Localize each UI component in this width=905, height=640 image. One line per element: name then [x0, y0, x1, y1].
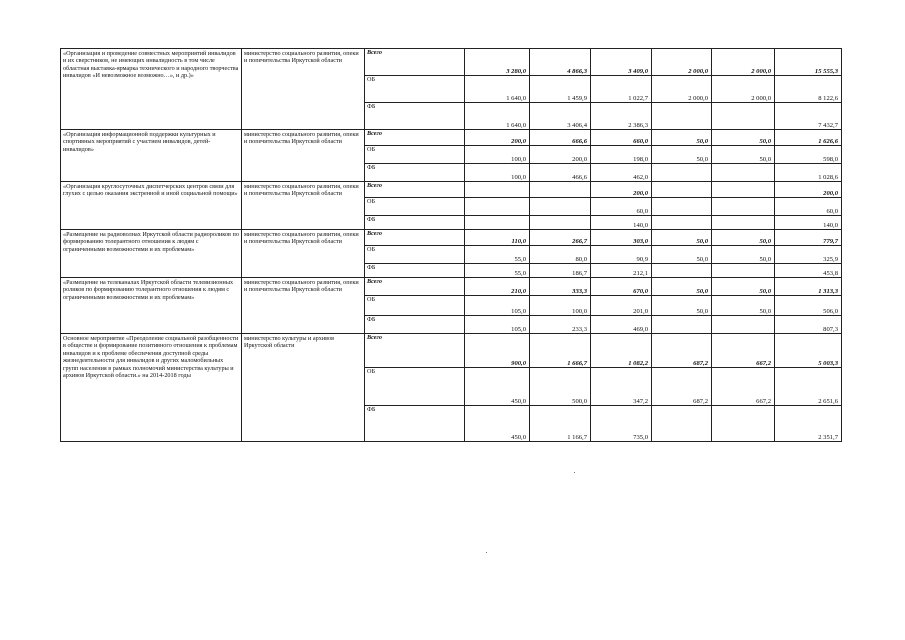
year-amount-cell: 200,0 [465, 130, 530, 146]
table-row [61, 49, 842, 76]
year-amount-cell: 2 000,0 [652, 76, 712, 103]
funding-source-cell: ФБ [365, 264, 465, 278]
year-amount-cell [465, 182, 530, 198]
year-amount-cell [652, 164, 712, 182]
year-amount-cell: 90,9 [591, 246, 652, 264]
year-amount-cell [652, 198, 712, 216]
year-amount-cell: 100,0 [465, 146, 530, 164]
event-name-cell: «Организация информационной поддержки культурных и спортивных мероприятий с участием инвалидов, детей-инвалидов» [61, 130, 242, 182]
executor-cell: министерство социального развития, опеки и попечительства Иркутской области [242, 230, 365, 278]
year-amount-cell: 201,0 [591, 296, 652, 316]
total-amount-cell: 2 351,7 [775, 406, 842, 442]
year-amount-cell [652, 406, 712, 442]
year-amount-cell: 110,0 [465, 230, 530, 246]
year-amount-cell [465, 198, 530, 216]
total-amount-cell: 506,0 [775, 296, 842, 316]
year-amount-cell: 667,2 [712, 334, 775, 368]
year-amount-cell: 1 666,7 [530, 334, 591, 368]
year-amount-cell: 2 000,0 [712, 76, 775, 103]
year-amount-cell [712, 182, 775, 198]
year-amount-cell: 450,0 [465, 406, 530, 442]
year-amount-cell: 667,2 [712, 368, 775, 406]
table-row [61, 278, 842, 296]
year-amount-cell: 50,0 [712, 296, 775, 316]
year-amount-cell [652, 216, 712, 230]
year-amount-cell: 50,0 [652, 296, 712, 316]
year-amount-cell: 1 640,0 [465, 76, 530, 103]
year-amount-cell: 105,0 [465, 316, 530, 334]
year-amount-cell: 198,0 [591, 146, 652, 164]
year-amount-cell: 50,0 [652, 246, 712, 264]
year-amount-cell: 105,0 [465, 296, 530, 316]
year-amount-cell: 670,0 [591, 278, 652, 296]
funding-source-cell: ОБ [365, 246, 465, 264]
total-amount-cell: 779,7 [775, 230, 842, 246]
funding-source-cell: ФБ [365, 216, 465, 230]
year-amount-cell: 50,0 [652, 146, 712, 164]
event-name-cell: «Организация и проведение совместных мероприятий инвалидов и их сверстников, не имеющих инвалидность в том числе областная выставка-ярмарка технического и народного творчества инвалидов «И невозможное возможно…», и др.)» [61, 49, 242, 130]
funding-source-cell: Всего [365, 334, 465, 368]
table-row [61, 130, 842, 146]
year-amount-cell [465, 216, 530, 230]
funding-source-cell: ОБ [365, 146, 465, 164]
executor-cell: министерство социального развития, опеки и попечительства Иркутской области [242, 130, 365, 182]
funding-source-cell: ФБ [365, 103, 465, 130]
year-amount-cell: 303,0 [591, 230, 652, 246]
funding-source-cell: Всего [365, 130, 465, 146]
year-amount-cell: 1 640,0 [465, 103, 530, 130]
funding-source-cell: ОБ [365, 368, 465, 406]
year-amount-cell [712, 216, 775, 230]
total-amount-cell: 325,9 [775, 246, 842, 264]
year-amount-cell: 60,0 [591, 198, 652, 216]
year-amount-cell: 1 459,9 [530, 76, 591, 103]
year-amount-cell [712, 406, 775, 442]
funding-source-cell: Всего [365, 49, 465, 76]
year-amount-cell: 660,0 [591, 130, 652, 146]
executor-cell: министерство социального развития, опеки и попечительства Иркутской области [242, 278, 365, 334]
year-amount-cell: 900,0 [465, 334, 530, 368]
year-amount-cell: 80,0 [530, 246, 591, 264]
funding-table [60, 48, 842, 442]
year-amount-cell [712, 264, 775, 278]
total-amount-cell: 453,8 [775, 264, 842, 278]
year-amount-cell: 2 000,0 [712, 49, 775, 76]
year-amount-cell [652, 264, 712, 278]
funding-source-cell: ОБ [365, 296, 465, 316]
year-amount-cell [530, 198, 591, 216]
year-amount-cell: 50,0 [652, 230, 712, 246]
year-amount-cell: 200,0 [530, 146, 591, 164]
year-amount-cell: 462,0 [591, 164, 652, 182]
year-amount-cell [712, 103, 775, 130]
total-amount-cell: 140,0 [775, 216, 842, 230]
total-amount-cell: 807,3 [775, 316, 842, 334]
year-amount-cell: 500,0 [530, 368, 591, 406]
year-amount-cell [530, 216, 591, 230]
event-name-cell: Основное мероприятие «Преодоление социальной разобщенности в обществе и формирование позитивного отношения к проблемам инвалидов и к проблеме обеспечения доступной среды жизнедеятельности для инвалидов и других маломобильных групп населения в рамках полномочий министерства культуры и архивов Иркутской области.» на 2014-2018 годы [61, 334, 242, 442]
year-amount-cell: 55,0 [465, 264, 530, 278]
year-amount-cell: 233,3 [530, 316, 591, 334]
table-row [61, 230, 842, 246]
year-amount-cell: 212,1 [591, 264, 652, 278]
year-amount-cell: 50,0 [712, 278, 775, 296]
executor-cell: министерство социального развития, опеки и попечительства Иркутской области [242, 49, 365, 130]
total-amount-cell: 1 626,6 [775, 130, 842, 146]
year-amount-cell: 100,0 [465, 164, 530, 182]
scan-dot [486, 552, 487, 553]
year-amount-cell: 186,7 [530, 264, 591, 278]
year-amount-cell: 450,0 [465, 368, 530, 406]
year-amount-cell: 266,7 [530, 230, 591, 246]
year-amount-cell: 1 022,7 [591, 76, 652, 103]
event-name-cell: «Размещение на телеканалах Иркутской области телевизионных роликов по формированию толерантного отношения к людям с ограниченными возможностями и их проблемам» [61, 278, 242, 334]
year-amount-cell: 50,0 [712, 130, 775, 146]
year-amount-cell: 735,0 [591, 406, 652, 442]
executor-cell: министерство культуры и архивов Иркутской области [242, 334, 365, 442]
table-row [61, 334, 842, 368]
year-amount-cell: 469,0 [591, 316, 652, 334]
funding-source-cell: Всего [365, 230, 465, 246]
year-amount-cell: 2 000,0 [652, 49, 712, 76]
year-amount-cell: 3 406,4 [530, 103, 591, 130]
funding-source-cell: ФБ [365, 316, 465, 334]
funding-source-cell: ОБ [365, 76, 465, 103]
year-amount-cell [652, 316, 712, 334]
year-amount-cell: 666,6 [530, 130, 591, 146]
table-row [61, 182, 842, 198]
total-amount-cell: 1 313,3 [775, 278, 842, 296]
year-amount-cell [652, 103, 712, 130]
year-amount-cell: 100,0 [530, 296, 591, 316]
year-amount-cell [712, 198, 775, 216]
year-amount-cell: 4 866,3 [530, 49, 591, 76]
year-amount-cell: 200,0 [591, 182, 652, 198]
year-amount-cell: 50,0 [652, 278, 712, 296]
total-amount-cell: 200,0 [775, 182, 842, 198]
total-amount-cell: 598,0 [775, 146, 842, 164]
year-amount-cell: 3 409,0 [591, 49, 652, 76]
event-name-cell: «Организация круглосуточных диспетчерских центров связи для глухих с целью оказания экстренной и иной социальной помощи» [61, 182, 242, 230]
year-amount-cell: 687,2 [652, 334, 712, 368]
year-amount-cell [530, 182, 591, 198]
year-amount-cell: 210,0 [465, 278, 530, 296]
year-amount-cell: 3 280,0 [465, 49, 530, 76]
total-amount-cell: 15 555,3 [775, 49, 842, 76]
total-amount-cell: 2 651,6 [775, 368, 842, 406]
year-amount-cell: 140,0 [591, 216, 652, 230]
year-amount-cell: 333,3 [530, 278, 591, 296]
year-amount-cell: 1 082,2 [591, 334, 652, 368]
funding-source-cell: ФБ [365, 164, 465, 182]
total-amount-cell: 7 432,7 [775, 103, 842, 130]
year-amount-cell: 50,0 [652, 130, 712, 146]
funding-source-cell: Всего [365, 182, 465, 198]
year-amount-cell: 466,6 [530, 164, 591, 182]
year-amount-cell: 2 386,3 [591, 103, 652, 130]
year-amount-cell: 347,2 [591, 368, 652, 406]
year-amount-cell: 50,0 [712, 230, 775, 246]
year-amount-cell [712, 164, 775, 182]
total-amount-cell: 8 122,6 [775, 76, 842, 103]
total-amount-cell: 60,0 [775, 198, 842, 216]
scan-dot [574, 472, 575, 473]
funding-source-cell: ФБ [365, 406, 465, 442]
year-amount-cell: 50,0 [712, 246, 775, 264]
year-amount-cell [652, 182, 712, 198]
total-amount-cell: 1 028,6 [775, 164, 842, 182]
total-amount-cell: 5 003,3 [775, 334, 842, 368]
executor-cell: министерство социального развития, опеки и попечительства Иркутской области [242, 182, 365, 230]
year-amount-cell: 687,2 [652, 368, 712, 406]
funding-source-cell: Всего [365, 278, 465, 296]
year-amount-cell: 50,0 [712, 146, 775, 164]
year-amount-cell [712, 316, 775, 334]
event-name-cell: «Размещение на радиоволнах Иркутской области радиороликов по формированию толерантного отношения к людям с ограниченными возможностями и их проблемам» [61, 230, 242, 278]
funding-source-cell: ОБ [365, 198, 465, 216]
year-amount-cell: 1 166,7 [530, 406, 591, 442]
year-amount-cell: 55,0 [465, 246, 530, 264]
